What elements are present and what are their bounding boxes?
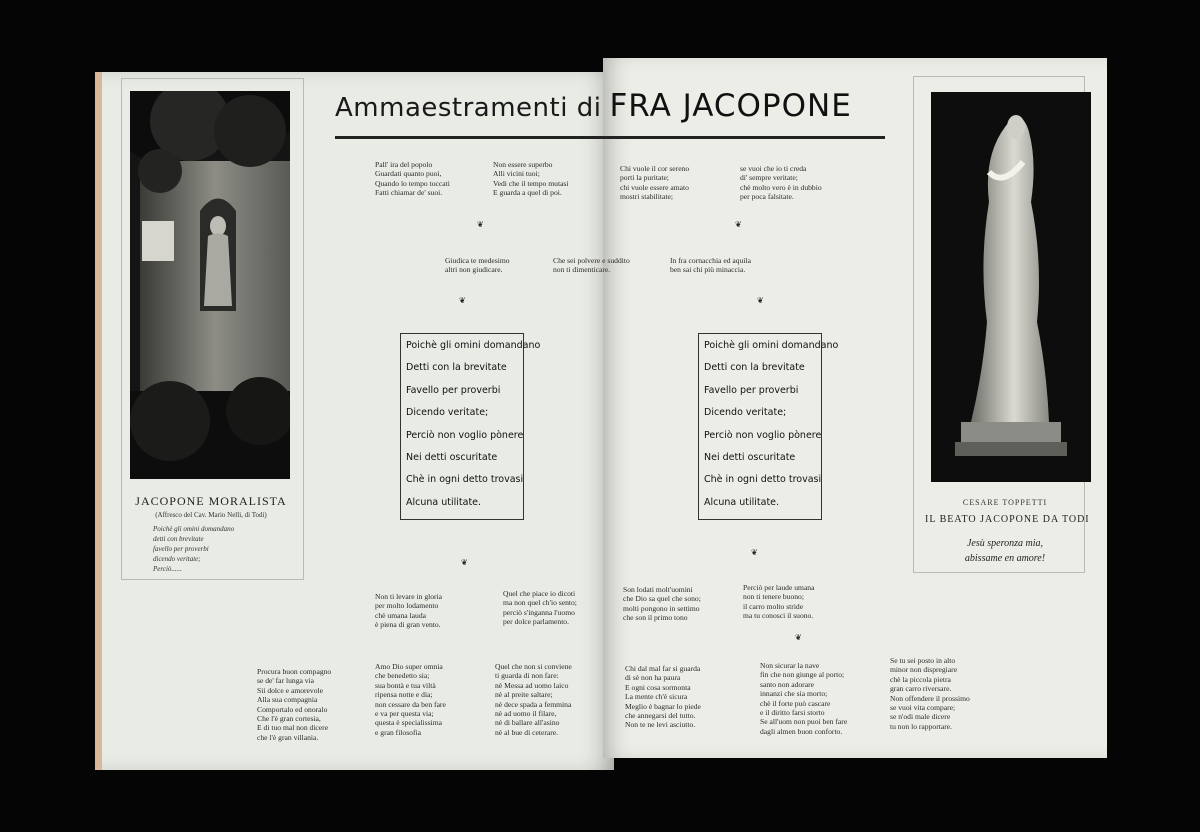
stanza-14: Quel che non si conviene ti guarda di non fare: nè Messa ad uomo laico nè al preite saltare; nè dece spada a femmina nè ad uomo il filare, nè di ballare all'asino nè al bue di ceterare. — [495, 662, 572, 737]
stanza-9: Quel che piace io dicoti ma non quel ch'io sento; perciò s'inganna l'uomo per dolce parlamento. — [503, 589, 577, 627]
stanza-3: Chi vuole il cor sereno porti la puritate; chi vuole essere amato mostri stabilitate; — [620, 164, 690, 202]
stanza-5: Giudica te medesimo altri non giudicare. — [445, 256, 510, 275]
fresco-photo — [130, 91, 290, 479]
left-verse-line: detti con brevitate — [153, 535, 204, 543]
boxed-stanza-left: Poichè gli omini domandano Detti con la brevitate Favello per proverbi Dicendo veritate; Perciò non voglio pònere Nei detti oscuritate Chè in ogni detto trovasi Alcuna utilitate. — [400, 333, 524, 520]
right-caption-author: CESARE TOPPETTI — [962, 498, 1048, 507]
stanza-8: Non ti levare in gloria per molto lodamento chè umana lauda è piena di gran vento. — [375, 592, 443, 630]
page-title — [335, 88, 885, 139]
left-caption-title: JACOPONE MORALISTA — [135, 494, 287, 508]
statue-photo — [931, 92, 1091, 482]
stanza-12: Procura buon compagno se de' far lunga via Sii dolce e amorevole Alla sua compagnia Comportalo ed onoralo Che l'è gran cortesia, E di tuo mal non dicere che l'è gran villania. — [257, 667, 332, 742]
title-part1: Ammaestramenti di — [335, 93, 602, 123]
left-verse-line: favello per proverbi — [153, 545, 209, 553]
stanza-16: Non sicurar la nave fin che non giunge al porto; santo non adorare innanzi che sia morto; chè il forte può cascare e il diritto farsi storto Se all'uom non puoi ben fare dagli almen buon conforto. — [760, 661, 848, 736]
left-verse-line: dicendo veritate; — [153, 555, 201, 563]
ornament: ❦ — [795, 633, 802, 642]
stanza-4: se vuoi che io ti creda di' sempre veritate; chè molto vero è in dubbio per poca falsitate. — [740, 164, 822, 202]
left-caption-credit: (Affresco del Cav. Mario Nelli, di Todi) — [155, 511, 267, 519]
left-caption-verse — [153, 524, 234, 574]
stanza-6: Che sei polvere e suddito non ti dimenticare. — [553, 256, 630, 275]
ornament: ❦ — [459, 296, 466, 305]
right-verse-line: Jesù speronza mia, — [966, 538, 1043, 549]
stanza-11: Perciò per laude umana non ti tenere buono; il carro molto stride ma tu conosci il suono. — [743, 583, 815, 621]
open-booklet — [95, 58, 1107, 766]
ornament: ❦ — [461, 558, 468, 567]
left-verse-line: Poichè gli omini domandano — [153, 525, 235, 533]
ornament: ❦ — [757, 296, 764, 305]
stanza-17: Se tu sei posto in alto minor non dispregiare chè la piccola pietra gran carro riversare. Non offendere il prossimo se vuoi vita compare; se n'odi male dicere tu non lo rapportare. — [890, 656, 970, 731]
left-verse-line: Perciò...... — [153, 565, 182, 573]
stanza-7: In fra cornacchia ed aquila ben sai chi più minaccia. — [670, 256, 751, 275]
ornament: ❦ — [751, 548, 758, 557]
stanza-10: Son lodati molt'uomini che Dio sa quel che sono; molti pongono in settimo che son il primo tono — [623, 585, 701, 623]
stanza-15: Chi dal mal far si guarda di sè non ha paura E ogni cosa sormonta La mente ch'è sicura Meglio è bagnar lo piede che annegarsi del tutto. Non te ne levi asciutto. — [625, 664, 701, 730]
boxed-stanza-right: Poichè gli omini domandano Detti con la brevitate Favello per proverbi Dicendo veritate; Perciò non voglio pònere Nei detti oscuritate Chè in ogni detto trovasi Alcuna utilitate. — [698, 333, 822, 520]
right-caption-verse — [925, 536, 1085, 566]
right-caption-title: IL BEATO JACOPONE DA TODI — [925, 514, 1090, 525]
title-part2: FRA JACOPONE — [609, 88, 852, 124]
ornament: ❦ — [477, 220, 484, 229]
stanza-13: Amo Dio super omnia che benedetto sia; sua bontà e tua viltà ripensa notte e dia; non cessare da ben fare e va per questa via; questa è specialissima e gran filosofia — [375, 662, 446, 737]
ornament: ❦ — [735, 220, 742, 229]
stanza-2: Non essere superbo Alli vicini tuoi; Vedi che il tempo mutasi E guarda a quel di poi. — [493, 160, 569, 198]
right-verse-line: abissame en amore! — [964, 553, 1046, 564]
stanza-1: Pall' ira del popolo Guardati quanto puoi, Quando lo tempo toccati Fatti chiamar de' suoi. — [375, 160, 450, 198]
